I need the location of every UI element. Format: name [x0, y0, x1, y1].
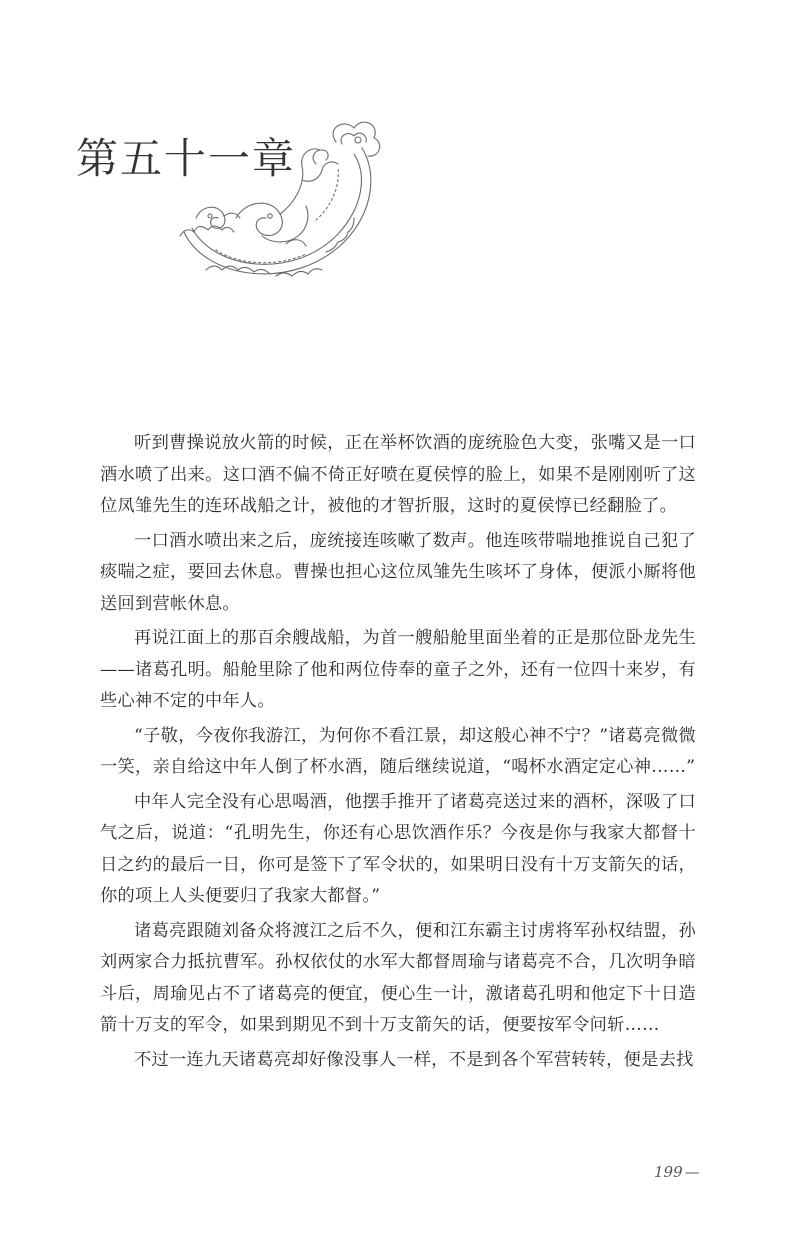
- paragraph: 不过一连九天诸葛亮却好像没事人一样，不是到各个军营转转，便是去找: [134, 1049, 694, 1070]
- page-number-value: 199: [654, 1163, 683, 1181]
- paragraph: 听到曹操说放火箭的时候，正在举杯饮酒的庞统脸色大变，张嘴又是一口酒水喷了出来。这口酒不偏不倚正好喷在夏侯惇的脸上，如果不是刚刚听了这位凤雏先生的连环战船之计，被他的才智折服，这时的夏侯惇已经翻脸了。: [100, 433, 696, 516]
- chapter-title: 第五十一章: [76, 134, 297, 183]
- auspicious-cloud-ornament-icon: [166, 120, 381, 300]
- page-number: [654, 1163, 700, 1181]
- page-number-dash: —: [684, 1163, 700, 1181]
- paragraph: 一口酒水喷出来之后，庞统接连咳嗽了数声。他连咳带喘地推说自己犯了痰喘之症，要回去休息。曹操也担心这位凤雏先生咳坏了身体，便派小厮将他送回到营帐休息。: [100, 530, 696, 614]
- paragraph: 再说江面上的那百余艘战船，为首一艘船舱里面坐着的正是那位卧龙先生——诸葛孔明。船舱里除了他和两位侍奉的童子之外，还有一位四十来岁，有些心神不定的中年人。: [100, 628, 696, 711]
- paragraph: 中年人完全没有心思喝酒，他摆手推开了诸葛亮送过来的酒杯，深吸了口气之后，说道：“孔明先生，你还有心思饮酒作乐？今夜是你与我家大都督十日之约的最后一日，你可是签下了军令状的，如果明日没有十万支箭矢的话，你的项上人头便要归了我家大都督。”: [100, 791, 696, 906]
- paragraph: 诸葛亮跟随刘备众将渡江之后不久，便和江东霸主讨虏将军孙权结盟，孙刘两家合力抵抗曹军。孙权依仗的水军大都督周瑜与诸葛亮不合，几次明争暗斗后，周瑜见占不了诸葛亮的便宜，便心生一计，激诸葛孔明和他定下十日造箭十万支的军令，如果到期见不到十万支箭矢的话，便要按军令问斩……: [100, 920, 696, 1035]
- chapter-body: [100, 428, 696, 1076]
- paragraph: “子敬，今夜你我游江，为何你不看江景，却这般心神不宁？”诸葛亮微微一笑，亲自给这中年人倒了杯水酒，随后继续说道，“喝杯水酒定定心神……”: [100, 725, 696, 777]
